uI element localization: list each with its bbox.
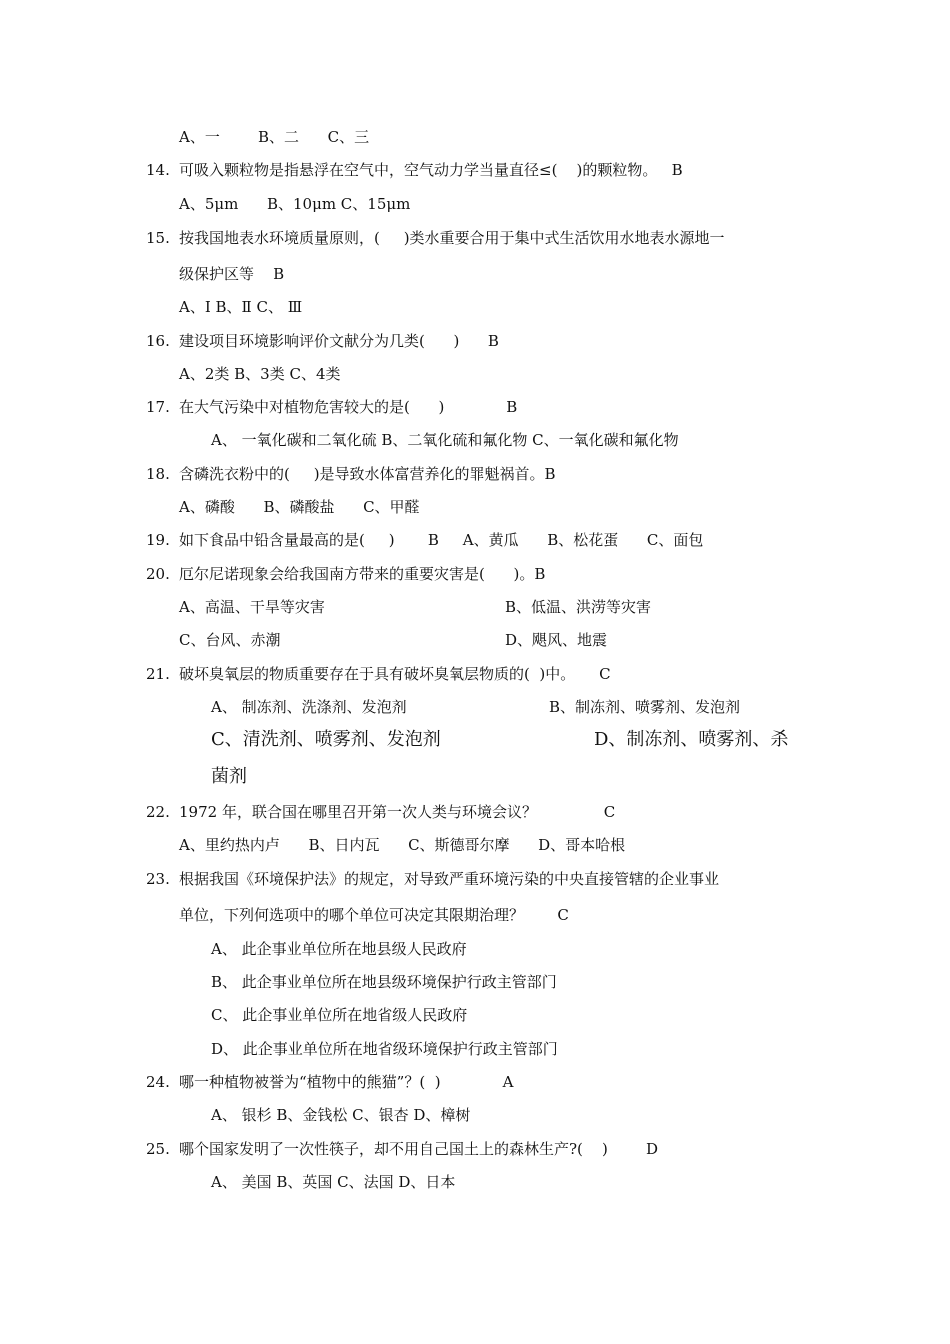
question-17-options: A、 一氧化碳和二氧化硫 B、二氧化硫和氟化物 C、一氧化碳和氟化物 — [211, 431, 679, 449]
question-24-number: 24. — [146, 1073, 170, 1091]
question-17-number: 17. — [146, 398, 170, 416]
question-15-text: 按我国地表水环境质量原则，( )类水重要合用于集中式生活饮用水地表水源地一 — [179, 229, 725, 247]
question-19-text: 如下食品中铅含量最高的是( ) B A、黄瓜 B、松花蛋 C、面包 — [179, 531, 704, 549]
question-23-text-cont: 单位，下列何选项中的哪个单位可决定其限期治理？ C — [179, 906, 569, 924]
question-14-number: 14. — [146, 161, 170, 179]
question-25-options: A、 美国 B、英国 C、法国 D、日本 — [211, 1173, 456, 1191]
question-23-option-c: C、 此企事业单位所在地省级人民政府 — [211, 1006, 468, 1024]
question-21-number: 21. — [146, 665, 170, 683]
question-20-number: 20. — [146, 565, 170, 583]
question-16-text: 建设项目环境影响评价文献分为几类( ) B — [179, 332, 499, 350]
question-23-number: 23. — [146, 870, 170, 888]
question-14-text: 可吸入颗粒物是指悬浮在空气中，空气动力学当量直径≤( )的颗粒物。 B — [179, 161, 683, 179]
question-22-text: 1972 年，联合国在哪里召开第一次人类与环境会议？ C — [179, 803, 616, 821]
question-21-option-d: D、制冻剂、喷雾剂、杀 — [594, 729, 789, 750]
question-22-number: 22. — [146, 803, 170, 821]
question-21-option-b: B、制冻剂、喷雾剂、发泡剂 — [549, 698, 741, 716]
question-23-option-a: A、 此企事业单位所在地县级人民政府 — [211, 940, 467, 958]
question-18-text: 含磷洗衣粉中的( )是导致水体富营养化的罪魁祸首。B — [179, 465, 556, 483]
question-15-number: 15. — [146, 229, 170, 247]
question-16-options: A、2类 B、3类 C、4类 — [179, 365, 341, 383]
question-25-text: 哪个国家发明了一次性筷子，却不用自己国土上的森林生产?( ) D — [179, 1140, 658, 1158]
question-21-option-c: C、清洗剂、喷雾剂、发泡剂 — [211, 729, 441, 750]
question-23-option-b: B、 此企事业单位所在地县级环境保护行政主管部门 — [211, 973, 557, 991]
question-16-number: 16. — [146, 332, 170, 350]
question-20-text: 厄尔尼诺现象会给我国南方带来的重要灾害是( )。B — [179, 565, 546, 583]
question-20-option-c: C、台风、赤潮 — [179, 631, 281, 649]
question-24-text: 哪一种植物被誉为“植物中的熊猫”？( ) A — [179, 1073, 514, 1091]
question-18-options: A、磷酸 B、磷酸盐 C、甲醛 — [179, 498, 420, 516]
question-23-option-d: D、 此企事业单位所在地省级环境保护行政主管部门 — [211, 1040, 558, 1058]
question-20-option-b: B、低温、洪涝等灾害 — [505, 598, 652, 616]
question-20-option-a: A、高温、干旱等灾害 — [179, 598, 325, 616]
question-20-option-d: D、飓风、地震 — [505, 631, 608, 649]
question-21-option-a: A、 制冻剂、洗涤剂、发泡剂 — [211, 698, 407, 716]
question-24-options: A、 银杉 B、金钱松 C、银杏 D、樟树 — [211, 1106, 471, 1124]
question-21-text: 破坏臭氧层的物质重要存在于具有破坏臭氧层物质的( )中。 C — [179, 665, 611, 683]
question-17-text: 在大气污染中对植物危害较大的是( ) B — [179, 398, 518, 416]
question-15-options: A、Ⅰ B、Ⅱ C、 Ⅲ — [179, 298, 303, 316]
question-18-number: 18. — [146, 465, 170, 483]
question-25-number: 25. — [146, 1140, 170, 1158]
q13-options: A、一 B、二 C、三 — [179, 128, 370, 146]
question-22-options: A、里约热内卢 B、日内瓦 C、斯德哥尔摩 D、哥本哈根 — [179, 836, 626, 854]
question-21-option-d-cont: 菌剂 — [211, 766, 247, 787]
question-23-text: 根据我国《环境保护法》的规定，对导致严重环境污染的中央直接管辖的企业事业 — [179, 870, 720, 888]
question-19-number: 19. — [146, 531, 170, 549]
question-15-text-cont: 级保护区等 B — [179, 265, 285, 283]
question-14-options: A、5μm B、10μm C、15μm — [179, 195, 411, 213]
